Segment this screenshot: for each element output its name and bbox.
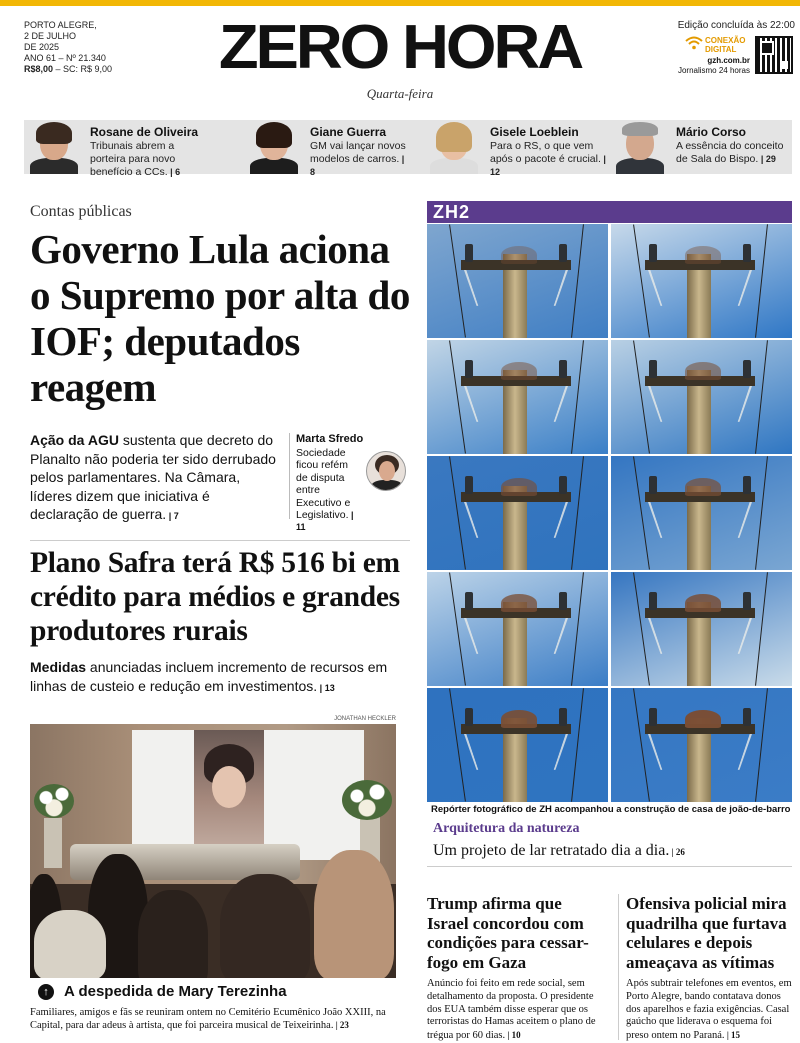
avatar <box>244 120 304 174</box>
pole-part <box>465 592 473 610</box>
columnist-name: Marta Sfredo <box>296 433 364 445</box>
page-ref: | 23 <box>333 1020 349 1030</box>
page-ref: | 13 <box>317 682 335 693</box>
grid-photo-cell <box>611 688 792 802</box>
bird-nest-photo-grid[interactable] <box>427 224 792 802</box>
columnist-text: Sociedade ficou refém de disputa entre Executivo e Legislativo. <box>296 447 351 522</box>
pole-part <box>633 340 650 453</box>
pole-part <box>755 224 768 337</box>
zh2-subtitle <box>433 842 793 860</box>
pole-part <box>571 456 584 569</box>
photo-credit: JONATHAN HECKLER <box>334 716 396 722</box>
edition-line: PORTO ALEGRE, <box>24 20 97 30</box>
pole-part <box>571 224 584 337</box>
pole-part <box>743 476 751 494</box>
pole-part <box>633 456 650 569</box>
pole-part <box>755 572 768 685</box>
closing-time: Edição concluída às 22:00 <box>677 20 795 31</box>
pole-part <box>559 244 567 262</box>
page-ref: | 11 <box>296 510 354 533</box>
safra-headline[interactable]: Plano Safra terá R$ 516 bi em crédito para médios e grandes produtores rurais <box>30 547 400 647</box>
pole-part <box>465 476 473 494</box>
pole-part <box>743 360 751 378</box>
pole-part <box>449 340 466 453</box>
columnist-text: Tribunais abrem a porteira para novo benefício a CCs. <box>90 140 176 178</box>
grid-photo-cell <box>611 456 792 570</box>
zh2-subtitle-text: Um projeto de lar retratado dia a dia. <box>433 842 670 859</box>
pole-part <box>449 456 466 569</box>
grid-photo-cell <box>611 340 792 454</box>
zh2-caption: Repórter fotográfico de ZH acompanhou a construção de casa de joão-de-barro <box>431 804 791 815</box>
columnist-sfredo[interactable] <box>296 433 411 533</box>
edition-line: 2 DE JULHO <box>24 31 77 41</box>
pole-part <box>649 708 657 726</box>
page-ref: | 15 <box>724 1030 741 1041</box>
page-ref: | 6 <box>167 167 181 177</box>
avatar <box>24 120 84 174</box>
arrow-up-icon: ↑ <box>38 984 54 1000</box>
edition-digital-info <box>650 20 795 80</box>
pole-part <box>743 592 751 610</box>
pole-part <box>465 708 473 726</box>
pole-part <box>649 360 657 378</box>
pole-part <box>743 708 751 726</box>
lead-text: anunciadas incluem incremento de recursos em linhas de custeio e redução em investimentos. <box>30 659 388 694</box>
pole-part <box>633 224 650 337</box>
pole-part <box>501 594 537 612</box>
grid-photo-cell <box>427 340 608 454</box>
page-ref: | 12 <box>490 154 606 177</box>
avatar <box>366 451 406 491</box>
pole-part <box>501 478 537 496</box>
pole-part <box>559 476 567 494</box>
main-lead <box>30 431 282 526</box>
pole-part <box>755 456 768 569</box>
top-accent-bar <box>0 0 800 6</box>
columnist-giane[interactable] <box>244 120 424 177</box>
grid-photo-cell <box>427 456 608 570</box>
pole-part <box>449 688 466 801</box>
columnists-strip <box>24 120 792 178</box>
pole-part <box>571 688 584 801</box>
zh2-title[interactable]: Arquitetura da natureza <box>433 821 580 836</box>
site-link[interactable]: gzh.com.br <box>707 56 750 65</box>
page-ref: | 26 <box>669 847 685 857</box>
columnist-name: Gisele Loeblein <box>490 125 579 139</box>
grid-photo-cell <box>427 688 608 802</box>
page-ref: | 7 <box>166 511 179 521</box>
conexao-label: DIGITAL <box>705 45 737 54</box>
section-label: Contas públicas <box>30 203 132 220</box>
pole-part <box>559 592 567 610</box>
pole-part <box>501 710 537 728</box>
columnist-text: GM vai lançar novos modelos de carros. <box>310 140 406 165</box>
page-ref: | 10 <box>505 1030 521 1041</box>
pole-part <box>649 244 657 262</box>
pole-part <box>501 362 537 380</box>
columnist-text: A essência do conceito de Sala do Bispo. <box>676 140 784 165</box>
columnist-name: Rosane de Oliveira <box>90 125 199 139</box>
pole-part <box>559 708 567 726</box>
price: R$8,00 <box>24 64 54 74</box>
lead-text: sustenta que decreto do Planalto não poderia ter sido derrubado pelos parlamentares. Na Câmara, líderes dizem que iniciativa é declaração de guerra. <box>30 432 276 522</box>
grid-photo-cell <box>427 224 608 338</box>
columnist-text: Para o RS, o que vem após o pacote é crucial. <box>490 140 601 165</box>
avatar <box>610 120 670 174</box>
grid-photo-cell <box>427 572 608 686</box>
grid-photo-cell <box>611 224 792 338</box>
pole-part <box>449 224 466 337</box>
safra-lead <box>30 658 410 697</box>
pole-part <box>649 476 657 494</box>
pole-part <box>501 246 537 264</box>
pole-part <box>633 688 650 801</box>
wifi-icon <box>685 36 703 50</box>
story-text: Anúncio foi feito em rede social, sem detalhamento da proposta. O presidente dos EUA também disse esperar que os terroristas do Hamas aceitem o plano de trégua por 60 dias. <box>427 978 596 1042</box>
main-headline[interactable]: Governo Lula aciona o Supremo por alta do IOF; deputados reagem <box>30 226 410 410</box>
story-headline: Ofensiva policial mira quadrilha que furtava celulares e depois ameaçava as vítimas <box>626 894 787 972</box>
pole-part <box>685 478 721 496</box>
newspaper-logo[interactable]: ZERO HORA <box>218 13 582 82</box>
pole-part <box>755 340 768 453</box>
lead-kicker: Ação da AGU <box>30 432 119 448</box>
column-divider <box>618 894 619 1040</box>
pole-part <box>449 572 466 685</box>
caption-text: Familiares, amigos e fãs se reuniram ontem no Cemitério Ecumênico João XXIII, na Capital, para dar adeus à artista, que foi parceira musical de Teixeirinha. <box>30 1007 386 1031</box>
columnist-name: Mário Corso <box>676 125 747 139</box>
pole-part <box>685 362 721 380</box>
pole-part <box>465 360 473 378</box>
page-ref: | 29 <box>758 154 776 164</box>
journalism-tagline: Jornalismo 24 horas <box>677 66 750 75</box>
pole-part <box>685 594 721 612</box>
weekday: Quarta-feira <box>366 86 434 101</box>
qr-code-icon[interactable] <box>755 36 793 74</box>
story-policia[interactable] <box>626 894 794 1043</box>
pole-part <box>633 572 650 685</box>
funeral-photo[interactable] <box>30 724 396 978</box>
pole-part <box>755 688 768 801</box>
avatar <box>424 120 484 174</box>
caption-title[interactable]: A despedida de Mary Terezinha <box>64 983 287 1000</box>
columnist-mario[interactable] <box>610 120 792 174</box>
pole-part <box>571 572 584 685</box>
story-headline: Trump afirma que Israel concordou com condições para cessar-fogo em Gaza <box>427 894 589 972</box>
conexao-label: CONEXÃO <box>705 36 746 45</box>
pole-part <box>743 244 751 262</box>
zh2-section-bar[interactable] <box>427 201 792 223</box>
columnist-rosane[interactable] <box>24 120 214 178</box>
page-ref: | 8 <box>310 154 405 177</box>
edition-info <box>24 20 144 75</box>
pole-part <box>465 244 473 262</box>
pole-part <box>685 246 721 264</box>
price-sc: – SC: R$ 9,00 <box>53 64 113 74</box>
pole-part <box>571 340 584 453</box>
column-divider <box>289 433 290 519</box>
pole-part <box>649 592 657 610</box>
zh2-logo: ZH2 <box>433 202 471 222</box>
story-text: Após subtrair telefones em eventos, em Porto Alegre, bando contatava donos dos aparelhos e fazia exigências. Casal gaúcho que liderava o esquema foi preso ontem no Paraná. <box>626 978 792 1042</box>
columnist-name: Giane Guerra <box>310 125 387 139</box>
story-trump[interactable] <box>427 894 607 1043</box>
pole-part <box>685 710 721 728</box>
columnist-gisele[interactable] <box>424 120 614 177</box>
edition-line: DE 2025 <box>24 42 60 52</box>
edition-line: ANO 61 – Nº 21.340 <box>24 53 106 63</box>
pole-part <box>559 360 567 378</box>
divider <box>30 540 410 541</box>
lead-kicker: Medidas <box>30 659 87 675</box>
divider <box>427 866 792 867</box>
grid-photo-cell <box>611 572 792 686</box>
